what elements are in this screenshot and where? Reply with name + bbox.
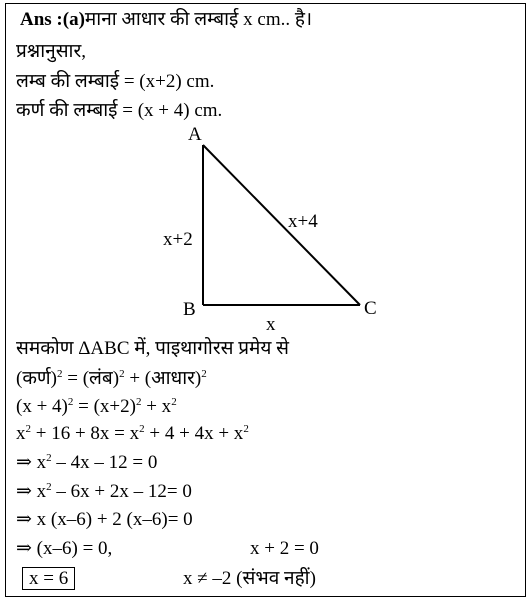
step-5-part-1: ⇒ x — [16, 452, 47, 473]
step-4 — [16, 422, 249, 446]
step-2-part-2: = (लंब) — [62, 368, 120, 389]
side-ac-label: x+4 — [288, 211, 318, 232]
answer-statement: माना आधार की लम्बाई x cm.. है। — [84, 9, 313, 30]
answer-heading — [20, 8, 312, 32]
final-answer-box — [22, 567, 75, 591]
exponent: 2 — [139, 423, 145, 435]
vertex-c-label: C — [364, 298, 377, 319]
vertex-b-label: B — [183, 299, 196, 320]
step-7: ⇒ x (x–6) + 2 (x–6)= 0 — [16, 509, 193, 530]
exponent: 2 — [46, 481, 52, 493]
text-line-3: कर्ण की लम्बाई = (x + 4) cm. — [16, 100, 223, 121]
text-line-2: लम्ब की लम्बाई = (x+2) cm. — [16, 71, 215, 92]
step-4-part-1: x — [16, 423, 26, 444]
exponent: 2 — [135, 396, 142, 408]
answer-prefix: Ans : — [20, 9, 63, 30]
exponent: 2 — [243, 423, 249, 435]
exponent: 2 — [67, 396, 74, 408]
step-3 — [16, 395, 177, 419]
step-5-part-2: – 4x – 12 = 0 — [51, 452, 158, 473]
step-3-part-1: (x + 4) — [16, 396, 68, 417]
step-2-part-3: + (आधार) — [124, 368, 202, 389]
step-2-part-1: (कर्ण) — [16, 368, 57, 389]
step-6-part-1: ⇒ x — [16, 481, 47, 502]
step-2 — [16, 367, 207, 391]
step-1: समकोण ΔABC में, पाइथागोरस प्रमेय से — [16, 338, 289, 359]
final-answer: x = 6 — [22, 567, 75, 590]
exponent: 2 — [25, 423, 31, 435]
side-ac — [203, 145, 360, 305]
step-3-part-3: + x — [141, 396, 172, 417]
step-6 — [16, 480, 192, 504]
text-line-1: प्रश्नानुसार, — [16, 41, 86, 62]
step-4-part-3: + 4 + 4x + x — [144, 423, 244, 444]
step-3-part-2: = (x+2) — [73, 396, 136, 417]
step-5 — [16, 451, 157, 475]
vertex-a-label: A — [188, 124, 202, 145]
exponent: 2 — [171, 396, 177, 408]
step-8-left: ⇒ (x–6) = 0, — [16, 538, 113, 559]
exponent: 2 — [56, 368, 63, 380]
side-ab-label: x+2 — [163, 229, 193, 250]
exponent: 2 — [119, 368, 125, 380]
step-8-right: x + 2 = 0 — [250, 538, 319, 559]
step-4-part-2: + 16 + 8x = x — [31, 423, 140, 444]
side-bc-label: x — [266, 314, 276, 333]
exponent: 2 — [46, 452, 52, 464]
exponent: 2 — [201, 368, 207, 380]
rejected-root: x ≠ –2 (संभव नहीं) — [183, 568, 316, 589]
step-6-part-2: – 6x + 2x – 12= 0 — [51, 481, 192, 502]
answer-option: (a) — [62, 9, 85, 30]
triangle-diagram — [150, 118, 390, 333]
